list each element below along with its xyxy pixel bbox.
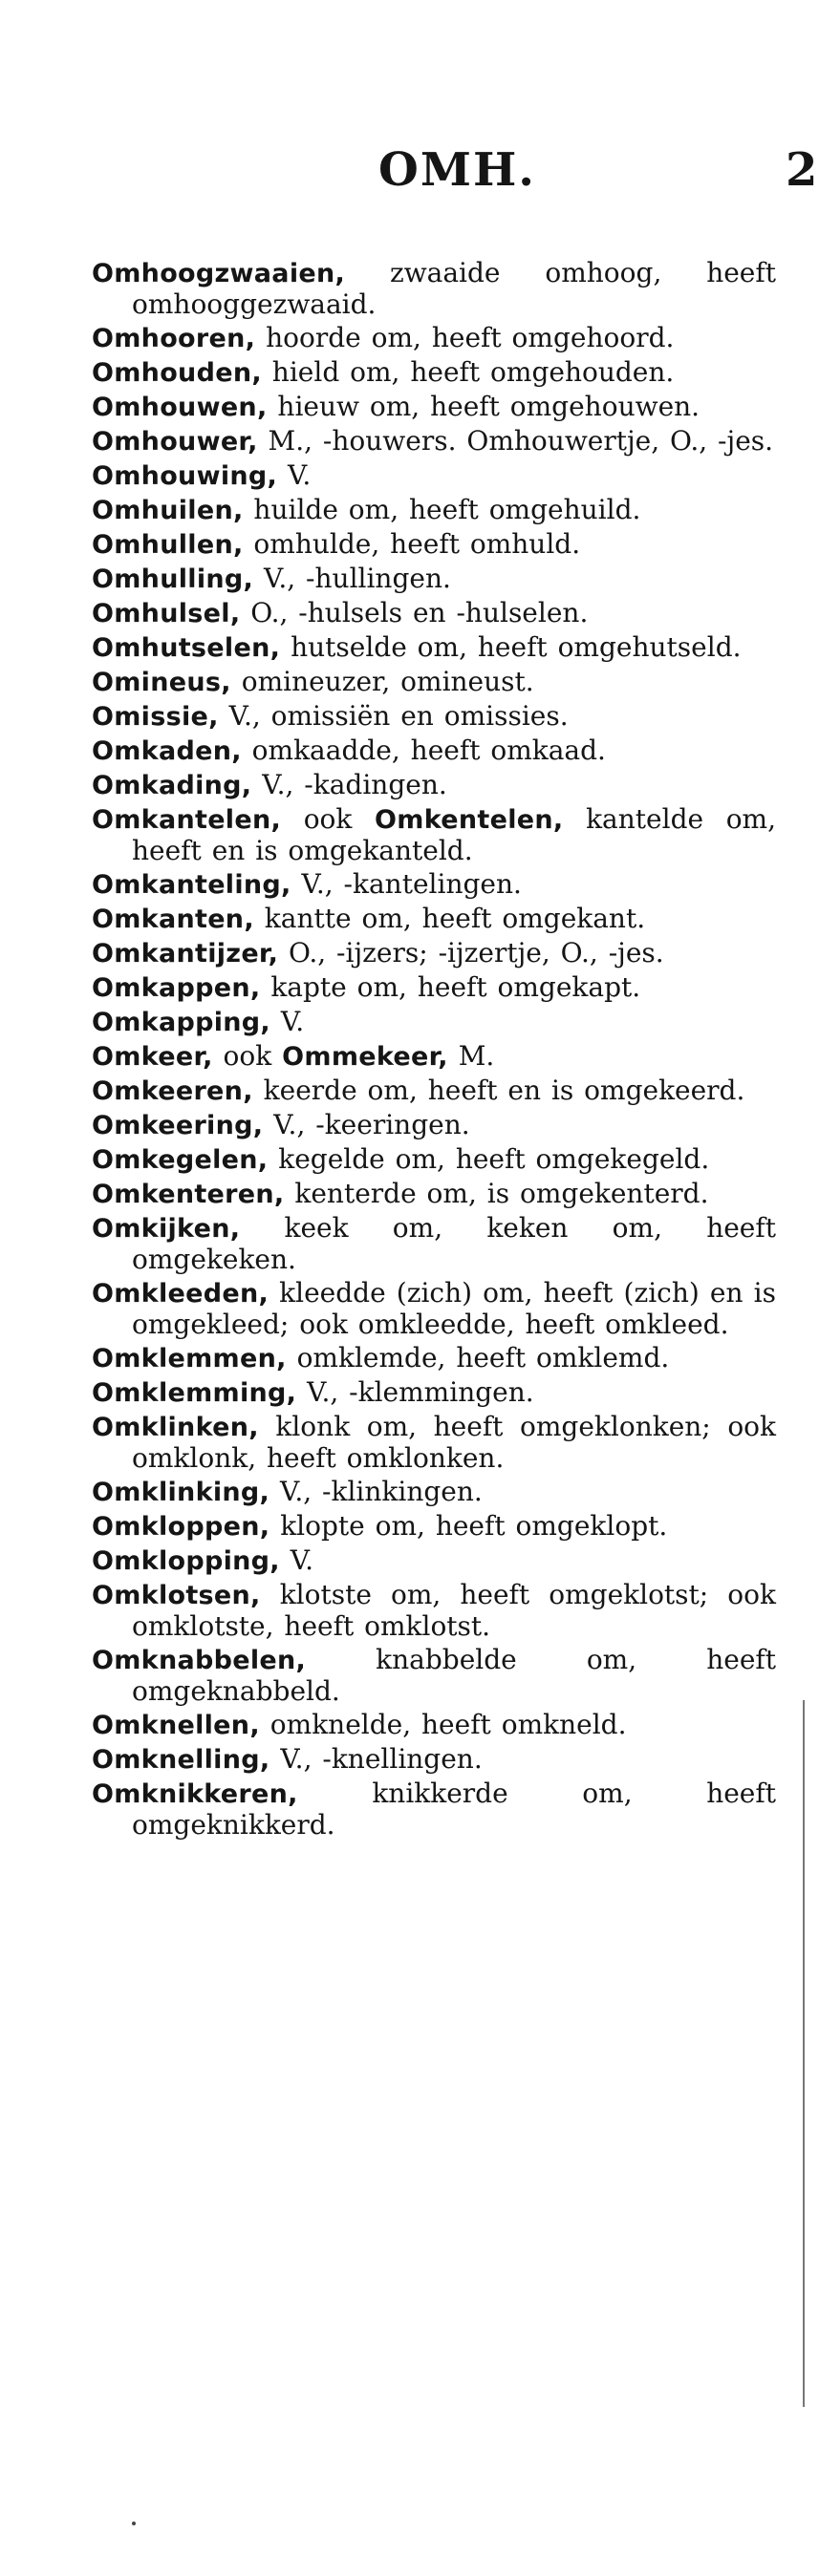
dictionary-entry bbox=[92, 323, 776, 354]
headword: Omhoogzwaaien, bbox=[92, 259, 346, 288]
dictionary-entry bbox=[92, 426, 776, 458]
dictionary-entry bbox=[92, 1110, 776, 1141]
dictionary-entry bbox=[92, 770, 776, 801]
print-speck bbox=[132, 2522, 136, 2525]
entry-text: M. bbox=[447, 1040, 495, 1072]
entry-text: omkaadde, heeft omkaad. bbox=[241, 734, 606, 766]
dictionary-entry bbox=[92, 1477, 776, 1508]
headword: Omkantelen, bbox=[92, 805, 282, 835]
dictionary-entry bbox=[92, 1007, 776, 1038]
headword: Omklopping, bbox=[92, 1546, 280, 1576]
entry-text: hoorde om, heeft omgehoord. bbox=[255, 322, 675, 353]
entry-text: hutselde om, heeft omgehutseld. bbox=[280, 631, 742, 663]
dictionary-entry bbox=[92, 701, 776, 733]
entry-text: V., -kantelingen. bbox=[291, 868, 522, 900]
dictionary-entry bbox=[92, 1179, 776, 1210]
dictionary-entry bbox=[92, 1144, 776, 1176]
dictionary-entry bbox=[92, 938, 776, 969]
entry-text: omhulde, heeft omhuld. bbox=[243, 528, 581, 560]
variant-headword: Ommekeer, bbox=[282, 1042, 448, 1072]
entry-text: V. bbox=[279, 1544, 314, 1576]
headword: Omhouwen, bbox=[92, 393, 268, 422]
headword: Omkeer, bbox=[92, 1042, 213, 1072]
entry-text: V., -kadingen. bbox=[251, 769, 447, 800]
dictionary-entry bbox=[92, 1278, 776, 1340]
dictionary-entry bbox=[92, 1580, 776, 1642]
entry-text: huilde om, heeft omgehuild. bbox=[243, 494, 641, 525]
dictionary-entry bbox=[92, 632, 776, 664]
entry-text: knikkerde om, heeft omgeknikkerd. bbox=[132, 1778, 776, 1841]
dictionary-entry bbox=[92, 735, 776, 767]
headword: Omkaden, bbox=[92, 736, 242, 766]
entry-text: klonk om, heeft omgeklonken; ook omklonk, heeft omklonken. bbox=[132, 1411, 776, 1474]
entry-text: zwaaide omhoog, heeft omhooggezwaaid. bbox=[132, 257, 776, 320]
entry-text: klotste om, heeft omgeklotst; ook omklotste, heeft omklotst. bbox=[132, 1579, 776, 1642]
headword: Omknellen, bbox=[92, 1711, 260, 1740]
entry-text: O., -hulsels en -hulselen. bbox=[240, 597, 589, 628]
entry-text: omklemde, heeft omklemd. bbox=[286, 1342, 670, 1373]
entry-text: kegelde om, heeft omgekegeld. bbox=[268, 1143, 710, 1175]
headword: Omineus, bbox=[92, 668, 231, 697]
headword: Omknabbelen, bbox=[92, 1646, 307, 1675]
entry-text: V. bbox=[277, 459, 312, 491]
headword: Omkeering, bbox=[92, 1111, 264, 1140]
entry-text: V., -klemmingen. bbox=[296, 1376, 534, 1408]
dictionary-entry bbox=[92, 495, 776, 526]
dictionary-entry bbox=[92, 258, 776, 320]
entry-text: keek om, keken om, heeft omgekeken. bbox=[132, 1212, 776, 1275]
entry-text: klopte om, heeft omgeklopt. bbox=[269, 1510, 668, 1542]
entry-text: V., -keeringen. bbox=[263, 1109, 470, 1140]
headword: Omkading, bbox=[92, 771, 252, 800]
headword: Omkenteren, bbox=[92, 1180, 285, 1209]
entry-text: kapte om, heeft omgekapt. bbox=[260, 971, 641, 1003]
headword: Omkegelen, bbox=[92, 1145, 269, 1175]
headword: Omhulsel, bbox=[92, 599, 241, 628]
entry-text: O., -ijzers; -ijzertje, O., -jes. bbox=[278, 937, 664, 969]
headword: Omhullen, bbox=[92, 530, 244, 560]
entry-text: keerde om, heeft en is omgekeerd. bbox=[252, 1075, 745, 1106]
dictionary-entry bbox=[92, 1545, 776, 1577]
headword: Omklemmen, bbox=[92, 1344, 287, 1373]
headword: Omhouwer, bbox=[92, 427, 258, 457]
dictionary-entry bbox=[92, 564, 776, 595]
dictionary-entry bbox=[92, 460, 776, 492]
headword: Omhulling, bbox=[92, 564, 254, 594]
dictionary-entry bbox=[92, 1778, 776, 1841]
dictionary-entry bbox=[92, 1377, 776, 1409]
entry-text: ook bbox=[212, 1040, 283, 1072]
dictionary-entry bbox=[92, 869, 776, 901]
headword: Omkanteling, bbox=[92, 870, 291, 900]
headword: Omkappen, bbox=[92, 973, 261, 1003]
dictionary-entry bbox=[92, 972, 776, 1004]
entry-text: V., -hullingen. bbox=[253, 563, 451, 594]
dictionary-entry bbox=[92, 529, 776, 561]
headword: Omkeeren, bbox=[92, 1076, 253, 1106]
entry-text: hield om, heeft omgehouden. bbox=[261, 356, 675, 388]
dictionary-entry bbox=[92, 1511, 776, 1543]
dictionary-entries bbox=[92, 258, 776, 1843]
headword: Omhutselen, bbox=[92, 633, 281, 663]
dictionary-entry bbox=[92, 598, 776, 629]
entry-text: kenterde om, is omgekenterd. bbox=[284, 1178, 709, 1209]
running-head: OMH. bbox=[378, 143, 537, 197]
headword: Omkapping, bbox=[92, 1008, 270, 1037]
dictionary-entry bbox=[92, 1075, 776, 1107]
dictionary-entry bbox=[92, 357, 776, 389]
dictionary-entry bbox=[92, 1744, 776, 1776]
dictionary-entry bbox=[92, 667, 776, 698]
entry-text: omineuzer, omineust. bbox=[230, 666, 534, 697]
dictionary-entry bbox=[92, 1343, 776, 1374]
entry-text: V., -knellingen. bbox=[269, 1743, 483, 1775]
headword: Omissie, bbox=[92, 702, 219, 732]
headword: Omklinken, bbox=[92, 1413, 259, 1442]
dictionary-entry bbox=[92, 804, 776, 866]
page-number: 2 bbox=[786, 143, 818, 197]
dictionary-entry bbox=[92, 1041, 776, 1073]
headword: Omkanten, bbox=[92, 905, 254, 934]
headword: Omkijken, bbox=[92, 1214, 241, 1244]
entry-text: kantte om, heeft omgekant. bbox=[253, 903, 646, 934]
headword: Omklinking, bbox=[92, 1478, 270, 1507]
dictionary-entry bbox=[92, 392, 776, 423]
headword: Omknikkeren, bbox=[92, 1779, 298, 1809]
entry-text: V., omissiën en omissies. bbox=[218, 700, 569, 732]
headword: Omhooren, bbox=[92, 324, 256, 353]
headword: Omkloppen, bbox=[92, 1512, 270, 1542]
page-header bbox=[0, 141, 819, 199]
dictionary-entry bbox=[92, 1213, 776, 1275]
entry-text: knabbelde om, heeft omgeknabbeld. bbox=[132, 1644, 776, 1707]
entry-text: omknelde, heeft omkneld. bbox=[259, 1709, 627, 1740]
dictionary-entry bbox=[92, 1710, 776, 1741]
headword: Omknelling, bbox=[92, 1745, 270, 1775]
headword: Omhuilen, bbox=[92, 496, 244, 525]
entry-text: ook bbox=[281, 803, 376, 835]
entry-text: M., -houwers. Omhouwertje, O., -jes. bbox=[257, 425, 774, 457]
headword: Omklotsen, bbox=[92, 1581, 261, 1610]
margin-rule bbox=[803, 1700, 805, 2407]
headword: Omhouwing, bbox=[92, 461, 278, 491]
entry-text: V. bbox=[269, 1006, 305, 1037]
headword: Omkantijzer, bbox=[92, 939, 279, 969]
headword: Omklemming, bbox=[92, 1378, 297, 1408]
dictionary-entry bbox=[92, 904, 776, 935]
headword: Omhouden, bbox=[92, 358, 262, 388]
entry-text: V., -klinkingen. bbox=[269, 1476, 483, 1507]
headword: Omkleeden, bbox=[92, 1279, 269, 1309]
variant-headword: Omkentelen, bbox=[375, 805, 564, 835]
dictionary-entry bbox=[92, 1645, 776, 1707]
entry-text: kantelde om, heeft en is omgekanteld. bbox=[132, 803, 777, 866]
dictionary-entry bbox=[92, 1412, 776, 1474]
entry-text: kleedde (zich) om, heeft (zich) en is omgekleed; ook omkleedde, heeft omkleed. bbox=[132, 1277, 776, 1340]
entry-text: hieuw om, heeft omgehouwen. bbox=[267, 391, 700, 422]
